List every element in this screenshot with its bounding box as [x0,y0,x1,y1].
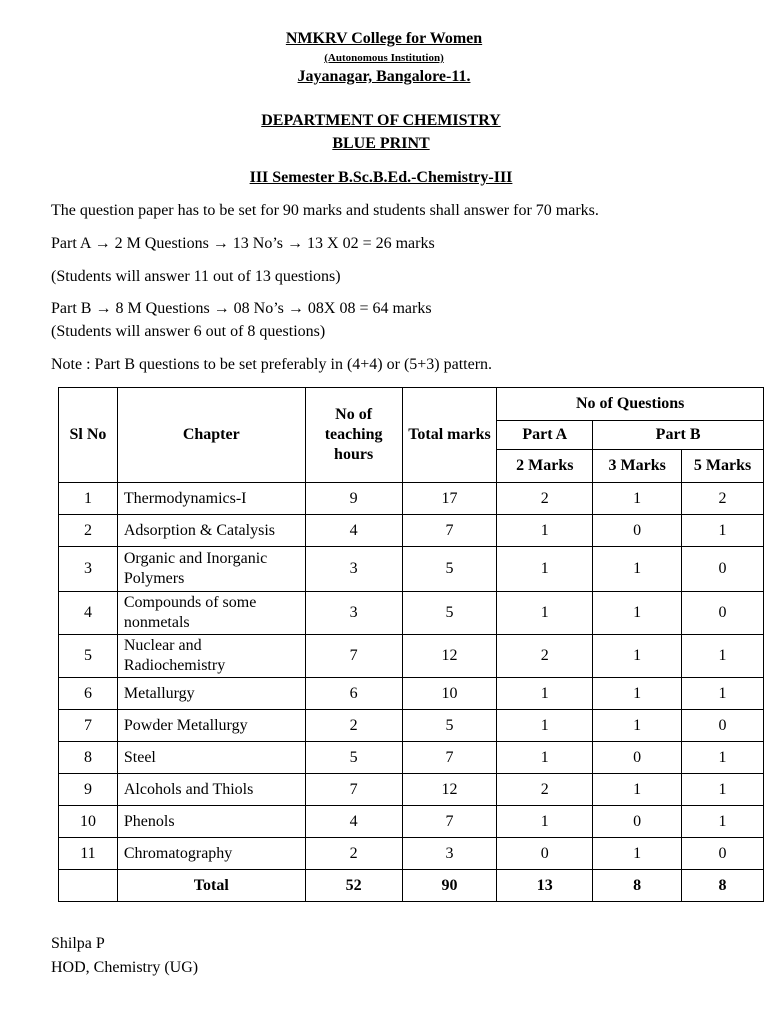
header-2-marks: 2 Marks [497,450,593,483]
header-teaching-hours: No of teaching hours [305,388,402,483]
cell-5-marks: 1 [682,635,764,678]
cell-5-marks: 1 [682,742,764,774]
cell-chapter: Alcohols and Thiols [117,774,305,806]
cell-hours: 6 [305,678,402,710]
cell-slno-empty [59,870,118,902]
blueprint-title: BLUE PRINT [332,135,430,152]
table-row [59,678,764,710]
cell-chapter: Steel [117,742,305,774]
cell-2-marks: 1 [497,742,593,774]
header-slno: Sl No [59,388,118,483]
total-hours: 52 [305,870,402,902]
cell-chapter: Chromatography [117,838,305,870]
cell-slno: 11 [59,838,118,870]
note-pattern: Note : Part B questions to be set preferably in (4+4) or (5+3) pattern. [51,356,493,373]
table-row [59,742,764,774]
cell-hours: 9 [305,483,402,515]
cell-2-marks: 1 [497,678,593,710]
cell-5-marks: 0 [682,838,764,870]
department-title: DEPARTMENT OF CHEMISTRY [261,112,501,129]
signature-title: HOD, Chemistry (UG) [51,959,199,976]
cell-3-marks: 1 [593,592,682,635]
cell-slno: 8 [59,742,118,774]
cell-marks: 7 [402,806,497,838]
cell-hours: 2 [305,710,402,742]
cell-marks: 10 [402,678,497,710]
cell-3-marks: 0 [593,742,682,774]
total-label: Total [117,870,305,902]
cell-hours: 4 [305,806,402,838]
table-row [59,635,764,678]
cell-5-marks: 1 [682,774,764,806]
cell-marks: 3 [402,838,497,870]
cell-marks: 17 [402,483,497,515]
header-3-marks: 3 Marks [593,450,682,483]
cell-slno: 1 [59,483,118,515]
note-part-a-answer: (Students will answer 11 out of 13 questions) [51,268,341,285]
cell-3-marks: 1 [593,635,682,678]
cell-chapter: Adsorption & Catalysis [117,515,305,547]
total-3-marks: 8 [593,870,682,902]
table-row [59,838,764,870]
table-row [59,592,764,635]
cell-2-marks: 2 [497,635,593,678]
cell-hours: 3 [305,592,402,635]
table-row [59,547,764,592]
cell-slno: 10 [59,806,118,838]
cell-2-marks: 1 [497,592,593,635]
note-part-b-answer: (Students will answer 6 out of 8 questions) [51,323,326,340]
cell-chapter: Phenols [117,806,305,838]
header-5-marks: 5 Marks [682,450,764,483]
cell-chapter: Thermodynamics-I [117,483,305,515]
note-part-a: Part A → 2 M Questions → 13 No’s → 13 X 02 = 26 marks [51,235,435,252]
header-total-marks: Total marks [402,388,497,483]
cell-marks: 7 [402,515,497,547]
note-part-b: Part B → 8 M Questions → 08 No’s → 08X 08 = 64 marks [51,300,432,317]
autonomous-label: (Autonomous Institution) [324,52,444,64]
cell-5-marks: 0 [682,547,764,592]
cell-slno: 4 [59,592,118,635]
table-row [59,806,764,838]
cell-3-marks: 1 [593,838,682,870]
cell-chapter: Metallurgy [117,678,305,710]
table-row [59,710,764,742]
cell-hours: 5 [305,742,402,774]
cell-5-marks: 0 [682,710,764,742]
cell-marks: 7 [402,742,497,774]
signature-name: Shilpa P [51,935,105,952]
total-5-marks: 8 [682,870,764,902]
table-row [59,774,764,806]
cell-hours: 3 [305,547,402,592]
total-marks: 90 [402,870,497,902]
cell-marks: 12 [402,774,497,806]
cell-2-marks: 2 [497,774,593,806]
cell-5-marks: 0 [682,592,764,635]
cell-marks: 12 [402,635,497,678]
semester-title: III Semester B.Sc.B.Ed.-Chemistry-III [249,169,513,186]
cell-2-marks: 1 [497,515,593,547]
college-address: Jayanagar, Bangalore-11. [297,68,471,85]
cell-marks: 5 [402,592,497,635]
note-marks: The question paper has to be set for 90 marks and students shall answer for 70 marks. [51,202,599,219]
college-name: NMKRV College for Women [285,30,483,47]
header-chapter: Chapter [117,388,305,483]
cell-chapter: Nuclear and Radiochemistry [117,635,305,678]
cell-3-marks: 0 [593,806,682,838]
cell-hours: 7 [305,774,402,806]
cell-3-marks: 0 [593,515,682,547]
cell-slno: 5 [59,635,118,678]
cell-3-marks: 1 [593,774,682,806]
total-2-marks: 13 [497,870,593,902]
cell-5-marks: 1 [682,806,764,838]
cell-slno: 7 [59,710,118,742]
cell-hours: 7 [305,635,402,678]
table-row [59,483,764,515]
cell-5-marks: 1 [682,515,764,547]
cell-5-marks: 1 [682,678,764,710]
cell-slno: 6 [59,678,118,710]
cell-chapter: Powder Metallurgy [117,710,305,742]
cell-slno: 2 [59,515,118,547]
cell-slno: 3 [59,547,118,592]
blueprint-table [58,387,764,902]
cell-2-marks: 1 [497,547,593,592]
cell-5-marks: 2 [682,483,764,515]
header-part-b: Part B [593,421,764,450]
cell-2-marks: 1 [497,806,593,838]
cell-marks: 5 [402,710,497,742]
cell-hours: 4 [305,515,402,547]
cell-chapter: Compounds of some nonmetals [117,592,305,635]
cell-2-marks: 0 [497,838,593,870]
cell-marks: 5 [402,547,497,592]
cell-2-marks: 2 [497,483,593,515]
cell-3-marks: 1 [593,483,682,515]
header-no-of-questions: No of Questions [497,388,764,421]
cell-2-marks: 1 [497,710,593,742]
cell-3-marks: 1 [593,710,682,742]
table-row [59,515,764,547]
total-row [59,870,764,902]
cell-chapter: Organic and Inorganic Polymers [117,547,305,592]
cell-3-marks: 1 [593,678,682,710]
cell-3-marks: 1 [593,547,682,592]
cell-slno: 9 [59,774,118,806]
cell-hours: 2 [305,838,402,870]
header-part-a: Part A [497,421,593,450]
